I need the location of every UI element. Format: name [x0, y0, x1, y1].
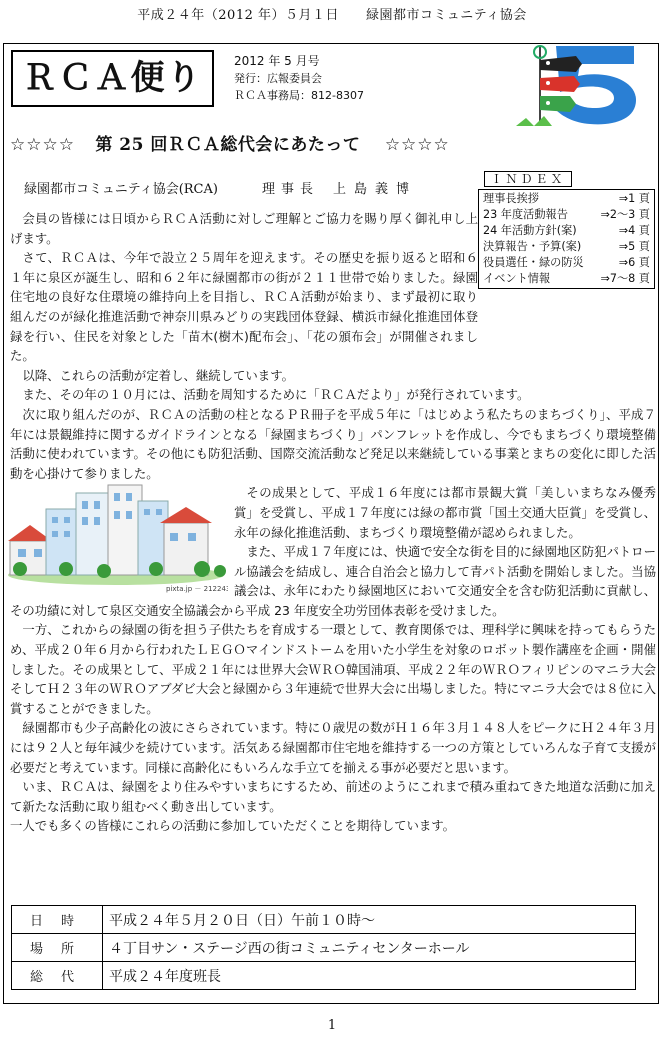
paragraph: 一方、これからの緑園の街を担う子供たちを育成する一環として、教育関係では、理科学に興味を持ってもらうため、平成２０年６月から行われたＬＥＧＯマインドストームを用いた小学生を対象のロボット製作講座を企画・開催しました。その成果として、平成２１年には世界大会ＷＲＯ韓国浦項、平成２２年のＷＲＯフィリピンのマニラ大会そしてＨ２３年のＷＲＯアブダビ大会と緑園から３年連続で世界大会に出場しました。特にマニラ大会では８位に入賞することができました。	[10, 622, 656, 716]
issue-publisher: 発行：広報委員会	[234, 72, 322, 85]
event-key: 総代	[12, 962, 103, 990]
index-item-label: 23 年度活動報告	[483, 208, 568, 221]
index-item-page: ⇒2～3 頁	[600, 208, 650, 221]
event-value: ４丁目サン・ステージ西の街コミュニティセンターホール	[103, 934, 636, 962]
image-credit: pixta.jp － 2122437	[166, 585, 228, 594]
index-item-label: 決算報告・予算(案)	[483, 240, 582, 253]
headline-stars-right: ☆☆☆☆	[384, 135, 450, 155]
index-item-label: 理事長挨拶	[483, 192, 539, 205]
event-key: 場所	[12, 934, 103, 962]
paragraph: また、その年の１０月には、活動を周知するために「ＲＣＡだより」が発行されています。	[22, 387, 530, 403]
town-buildings-image	[6, 483, 228, 595]
newsletter-logo: ＲＣＡ便り	[11, 50, 214, 107]
page-number: 1	[327, 1018, 337, 1033]
issue-date: 2012 年 5 月号	[234, 54, 320, 68]
paragraph: 以降、これらの活動が定着し、継続しています。	[22, 367, 294, 383]
index-item-page: ⇒6 頁	[618, 256, 650, 269]
index-item-label: 24 年活動方針(案)	[483, 224, 577, 237]
index-item-label: イベント情報	[483, 272, 551, 285]
paragraph: 一人でも多くの皆様にこれらの活動に参加していただくことを期待しています。	[10, 818, 456, 834]
event-info-table	[11, 905, 636, 990]
paragraph: さて、ＲＣＡは、今年で設立２５周年を迎えます。その歴史を振り返ると昭和６１年に泉区が誕生し、昭和６２年に緑園都市の街が２１１世帯で始りました。緑園住宅地の良好な住環境の維持向上を目指し、ＲＣＡ活動が始まり、まず最初に取り組んだのが緑化推進活動で神奈川県みどりの実践団体登録、横浜市緑化推進団体登録を行い、住民を対象とした「苗木(樹木)配布会」、「花の頒布会」が開催されました。	[10, 250, 478, 364]
event-key: 日時	[12, 906, 103, 934]
page-header: 平成２４年（2012 年）５月１日 緑園都市コミュニティ協会	[137, 8, 527, 23]
author-role: 理事長	[261, 182, 319, 197]
index-item	[483, 191, 650, 207]
paragraph: その成果として、平成１６年度には都市景観大賞「美しいまちなみ優秀賞」を受賞し、平成１７年度には緑の都市賞「国土交通大臣賞」を受賞し、永年の緑化推進活動、まちづくり環境整備が認められました。	[234, 485, 656, 540]
author-name: 上島義博	[332, 182, 417, 197]
index-item-page: ⇒5 頁	[618, 240, 650, 253]
index-item-label: 役員選任・緑の防災	[483, 256, 584, 269]
koinobori-illustration	[516, 44, 638, 126]
paragraph: 緑園都市も少子高齢化の波にさらされています。特に０歳児の数がＨ１６年３月１４８人をピークにＨ２４年３月には９２人と毎年減少を続けています。活気ある緑園都市住宅地を維持する一つの方策としていろんな子育て支援が必要だと考えています。同様に高齢化にもいろんな手立てを揃える事が必要だと思います。	[10, 720, 656, 775]
paragraph: いま、ＲＣＡは、緑園をより住みやすいまちにするため、前述のようにこれまで積み重ねてきた地道な活動に加えて新たな活動に取り組むべく動き出しています。	[10, 779, 656, 814]
table-row	[12, 962, 636, 990]
index-title: ＩＮＤＥＸ	[484, 171, 572, 187]
event-value: 平成２４年５月２０日（日）午前１０時～	[103, 906, 636, 934]
headline	[10, 130, 510, 155]
headline-title: 第 25 回ＲＣＡ総代会にあたって	[95, 135, 361, 155]
issue-office: ＲＣＡ事務局：812-8307	[234, 89, 364, 102]
town-illustration	[6, 483, 228, 595]
author-line	[24, 178, 417, 197]
table-row	[12, 906, 636, 934]
paragraph: 会員の皆様には日頃からＲＣＡ活動に対しご理解とご協力を賜り厚く御礼申し上げます。	[10, 211, 478, 246]
event-value: 平成２４年度班長	[103, 962, 636, 990]
index-item-page: ⇒7～8 頁	[600, 272, 650, 285]
table-row	[12, 934, 636, 962]
author-org: 緑園都市コミュニティ協会(RCA)	[24, 182, 218, 197]
paragraph: また、平成１７年度には、快適で安全な街を目的に緑園地区防犯パトロール協議会を結成し、連合自治会と協力して青パト活動を開始しました。当協議会は、永年にわたり緑園地区において交通安全を含む防犯活動に貢献し、その功績に対して泉区交通安全協議会から平成 23 年度安全功労団体表彰を受けました。	[10, 544, 656, 618]
article-body	[10, 209, 656, 836]
index-item-page: ⇒1 頁	[618, 192, 650, 205]
index-item-page: ⇒4 頁	[618, 224, 650, 237]
headline-stars-left: ☆☆☆☆	[10, 135, 75, 155]
issue-info	[234, 53, 364, 104]
paragraph: 次に取り組んだのが、ＲＣＡの活動の柱となるＰＲ冊子を平成５年に「はじめよう私たちのまちづくり」、平成７年には景観維持に関するガイドラインとなる「緑園まちづくり」パンフレットを作成し、今でもまちづくり環境整備活動に使われています。その他にも防犯活動、国際交流活動など発足以来継続している事業とまちの変化に即した活動を心掛けて参りました。	[10, 406, 656, 481]
